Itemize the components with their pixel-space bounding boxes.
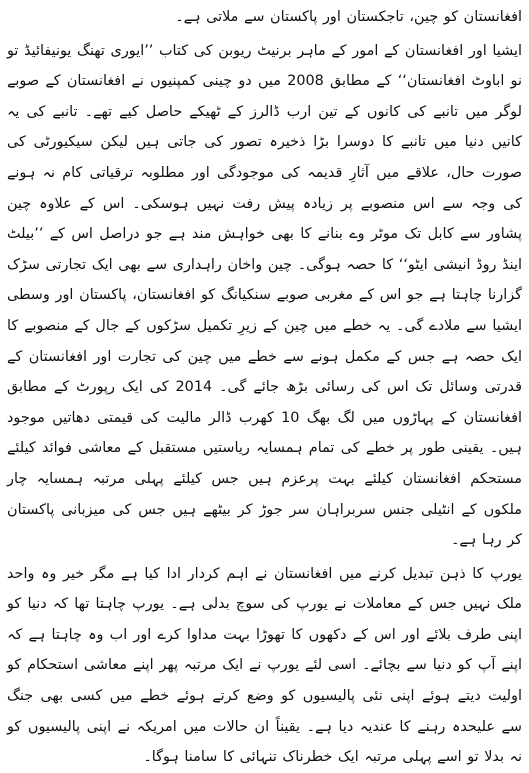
article-paragraph-2: ایشیا اور افغانستان کے امور کے ماہر برنیٹ ریوبن کی کتاب ’’ایوری تھنگ یونیفائیڈ تو نو اباوٹ افغانستان‘‘ کے مطابق 2008 میں دو چینی کمپنیوں نے افغانستان کے صوبے لوگر میں تانبے کی کانوں کے تین ارب ڈالرز کے ٹھیکے حاصل کیے تھے۔ تانبے کی یہ کانیں دنیا میں تانبے کا دوسرا بڑا ذخیرہ تصور کی جاتی ہیں لیکن سیکیورٹی کی صورت حال، علاقے میں آثارِ قدیمہ کی موجودگی اور مطلوبہ ترقیاتی کام نہ ہونے کی وجہ سے اس منصوبے پر زیادہ پیش رفت نہیں ہوسکی۔ اس کے علاوہ چین پشاور سے کابل تک موٹر وے بنانے کا بھی خواہش مند ہے جو دراصل اس کے ’’بیلٹ اینڈ روڈ انیشی ایٹو‘‘ کا حصہ ہوگی۔ چین واخان راہداری سے بھی ایک تجارتی سڑک گزارنا چاہتا ہے جو اس کے مغربی صوبے سنکیانگ کو افغانستان، پاکستان اور وسطی ایشیا سے ملادے گی۔ یہ خطے میں چین کے زیرِ تکمیل سڑکوں کے جال کے منصوبے کا ایک حصہ ہے جس کے مکمل ہونے سے خطے میں چین کی تجارت اور افغانستان کے قدرتی وسائل تک اس کی رسائی بڑھ جائے گی۔ 2014 کی ایک رپورٹ کے مطابق افغانستان کے پہاڑوں میں لگ بھگ 10 کھرب ڈالر مالیت کی قیمتی دھاتیں موجود ہیں۔ یقینی طور پر خطے کی تمام ہمسایہ ریاستیں مستقبل کے معاشی فوائد کیلئے مستحکم افغانستان کیلئے بہت پرعزم ہیں جس کیلئے پہلی مرتبہ ہمسایہ چار ملکوں کے انٹیلی جنس سربراہان سر جوڑ کر بیٹھے ہیں جس کی میزبانی پاکستان کر رہا ہے۔ xyxy=(7,42,522,549)
article-paragraph-1: افغانستان کو چین، تاجکستان اور پاکستان سے ملاتی ہے۔ xyxy=(175,9,522,25)
article-paragraph-3: یورپ کا ذہن تبدیل کرنے میں افغانستان نے اہم کردار ادا کیا ہے مگر خیر وہ واحد ملک نہیں جس کے معاملات نے یورپ کی سوچ بدلی ہے۔ یورپ چاہتا تھا کہ دنیا کو اپنی طرف بلائے اور اس کے دکھوں کا تھوڑا بہت مداوا کرے اور اب وہ چاہتا ہے کہ اپنے آپ کو دنیا سے بچائے۔ اسی لئے یورپ نے ایک مرتبہ پھر اپنے معاشی استحکام کو اولیت دیتے ہوئے اپنی نئی پالیسیوں کو وضع کرتے ہوئے خطے میں کسی بھی جنگ سے علیحدہ رہنے کا عندیہ دیا ہے۔ یقیناً ان حالات میں امریکہ نے اپنی پالیسیوں کو نہ بدلا تو اسے پہلی مرتبہ ایک خطرناک تنہائی کا سامنا ہوگا۔ xyxy=(7,565,522,766)
